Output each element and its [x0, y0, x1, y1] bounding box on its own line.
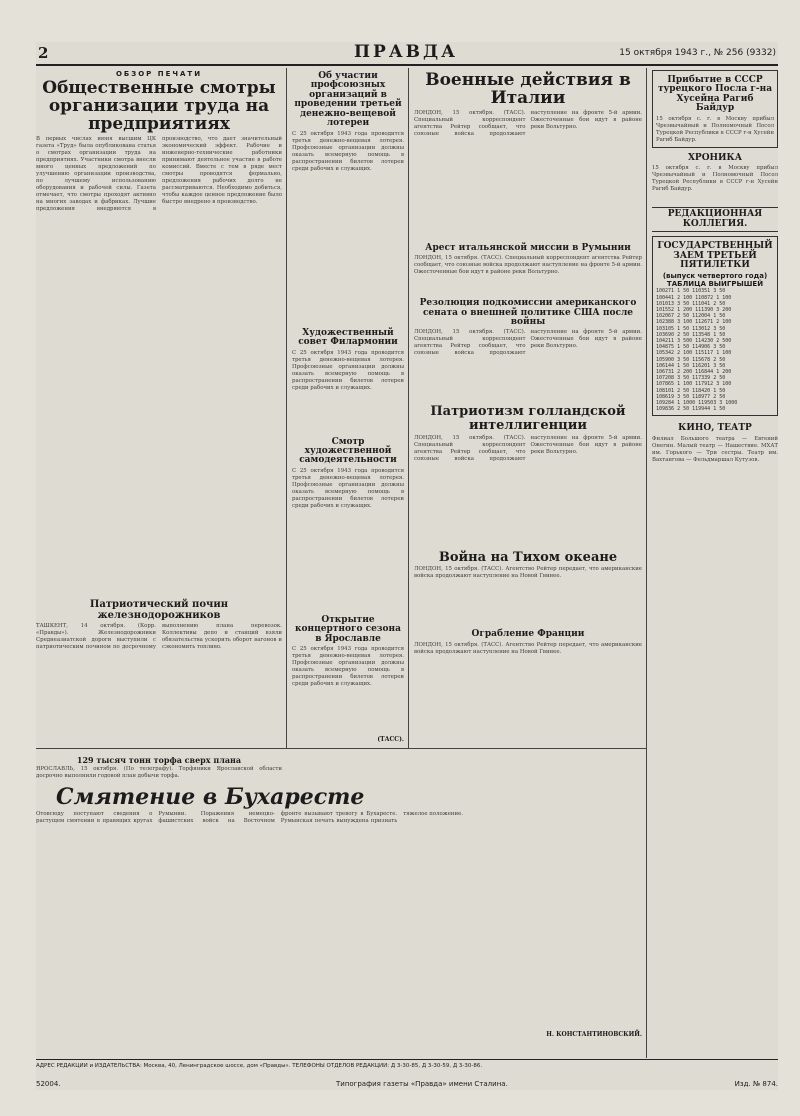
section-rule: [36, 748, 646, 749]
issue-number: 52004.: [36, 1080, 61, 1088]
loan-table-row: 103105 1 50 113012 3 50: [656, 325, 726, 332]
section-headline: Война на Тихом океане: [438, 549, 618, 565]
loan-table-row: 102067 2 50 112004 1 50: [656, 313, 726, 320]
article-body: ЛОНДОН, 15 октября. (ТАСС). Специальный корреспондент агентства Рейтер сообщает, что союзные войска продолжают наступление на фронте 5-й армии. Ожесточенные бои идут в районе реки Вольтурно.: [414, 329, 642, 357]
article-body: С 25 октября 1943 года проводится третья денежно-вещевая лотерея. Профсоюзные организации должны оказать всемерную помощь в распространении билетов лотереи среди рабочих и служащих.: [292, 130, 404, 172]
section-headline: Арест итальянской миссии в Румынии: [425, 242, 631, 253]
lottery-column: [292, 70, 404, 746]
article-body: Отовсюду поступают сведения о растущем смятении в правящих кругах Румынии. Поражения немецко-фашистских войск на Восточном фронте вызывают тревогу в Бухаресте. Румынская печать вынуждена признать тяжелое положение.: [36, 811, 464, 825]
paper-title: ПРАВДА: [353, 42, 458, 62]
rubric: ОБЗОР ПЕЧАТИ: [115, 70, 203, 78]
author-signature: Н. КОНСТАНТИНОВСКИЙ.: [546, 1031, 642, 1039]
article-headline: Общественные смотры организации труда на предприятиях: [42, 78, 276, 134]
loan-table-row: 109836 2 50 119944 1 50: [656, 406, 726, 413]
article-headline: 129 тысяч тонн торфа сверх плана: [76, 755, 242, 765]
loan-table-row: 101013 3 50 111041 2 50: [656, 300, 726, 307]
article-body: ЛОНДОН, 15 октября. (ТАСС). Агентство Рейтер передает, что американские войска продолжают наступление на Новой Гвинее.: [414, 566, 642, 580]
article-body: ЛОНДОН, 15 октября. (ТАСС). Специальный корреспондент агентства Рейтер сообщает, что союзные войска продолжают наступление на фронте 5-й армии. Ожесточенные бои идут в районе реки Вольтурно.: [414, 434, 642, 462]
page-number: 2: [38, 44, 49, 62]
article-headline: Патриотический почин железнодорожников: [89, 599, 229, 621]
section-headline: Смотр художественной самодеятельности: [299, 436, 397, 466]
loan-table-row: 103690 2 50 113548 1 50: [656, 331, 726, 338]
loan-table-row: 104875 1 50 114906 3 50: [656, 344, 726, 351]
loan-caption: ТАБЛИЦА ВЫИГРЫШЕЙ: [666, 280, 764, 289]
press-review-article: [36, 70, 282, 590]
loan-table-row: 104211 3 500 114230 2 500: [656, 338, 732, 344]
loan-table-row: 108101 2 50 118420 1 50: [656, 387, 726, 394]
article-body: С 25 октября 1943 года проводится третья денежно-вещевая лотерея. Профсоюзные организации должны оказать всемерную помощь в распространении билетов лотереи среди рабочих и служащих.: [292, 349, 404, 391]
masthead: [36, 42, 778, 66]
printer-name: Типография газеты «Правда» имени Сталина.: [336, 1080, 508, 1088]
section-headline: Художественный совет Филармонии: [298, 327, 398, 348]
railway-article: [36, 598, 282, 746]
issue-dateline: 15 октября 1943 г., № 256 (9332): [619, 48, 776, 58]
ambassador-box: [652, 70, 778, 148]
loan-table-row: 105342 2 100 115117 1 100: [656, 350, 732, 357]
loan-table-row: 100441 2 100 110872 1 100: [656, 294, 732, 301]
loan-subtitle: (выпуск четвертого года): [662, 272, 768, 281]
article-body: В первых числах июня высшим ЦК газета «Труд» была опубликована статья о смотрах организации труда на предприятиях. Участники смотра внесли много ценных предложений по улучшению организации производства, по лучшему использованию оборудования и рабочей силы. Газета отмечает, что смотры проходят активно на многих заводах и фабриках. Лучшие предложения внедряются в производство, что дает значительный экономический эффект. Рабочие и инженерно-технические работники принимают деятельное участие в работе комиссий. Вместе с тем в ряде мест смотры проводятся формально, предложения рабочих долго не рассматриваются. Необходимо добиться, чтобы каждое ценное предложение было быстро внедрено в производство.: [36, 135, 282, 212]
section-headline: Ограбление Франции: [471, 629, 585, 640]
loan-table-row: 100271 1 50 110351 3 50: [656, 288, 726, 295]
article-body: 15 октября с. г. в Москву прибыл Чрезвычайный и Полномочный Посол Турецкой Республики в СССР г-н Хусейн Рагиб Байдур.: [652, 165, 778, 193]
loan-table-row: 107208 3 50 117339 2 50: [656, 375, 726, 382]
section-headline: Резолюция подкомиссии американского сената о внешней политике США после войны: [419, 298, 637, 327]
loan-table-row: 107865 1 100 117912 3 100: [656, 381, 732, 388]
loan-table-row: 102388 3 100 112671 2 100: [656, 319, 732, 326]
loan-table-row: 101552 1 200 111390 3 200: [656, 306, 732, 313]
loan-table-box: [652, 236, 778, 416]
signoff: (ТАСС).: [377, 736, 404, 744]
article-headline: Военные действия в Италии: [425, 70, 631, 108]
article-headline: Об участии профсоюзных организаций в проведении третьей денежно-вещевой лотереи: [294, 71, 402, 129]
column-rule: [408, 68, 409, 748]
loan-table-row: 106731 2 200 116844 1 200: [656, 369, 732, 376]
loan-table-row: 105900 3 50 115678 2 50: [656, 356, 726, 363]
loan-title: ГОСУДАРСТВЕННЫЙ ЗАЕМ ТРЕТЬЕЙ ПЯТИЛЕТКИ: [657, 241, 773, 270]
article-body: С 25 октября 1943 года проводится третья денежно-вещевая лотерея. Профсоюзные организации должны оказать всемерную помощь в распространении билетов лотереи среди рабочих и служащих.: [292, 646, 404, 688]
order-number: Изд. № 874.: [734, 1080, 778, 1088]
page-footer: [36, 1059, 778, 1090]
article-body: ЛОНДОН, 15 октября. (ТАСС). Специальный корреспондент агентства Рейтер сообщает, что союзные войска продолжают наступление на фронте 5-й армии. Ожесточенные бои идут в районе реки Вольтурно.: [414, 109, 642, 137]
bucharest-article: [36, 784, 642, 1054]
editorial-board: РЕДАКЦИОННАЯ КОЛЛЕГИЯ.: [652, 207, 778, 232]
column-rule: [646, 68, 647, 1058]
loan-table-row: 108619 3 50 118977 2 50: [656, 393, 726, 400]
theatre-heading: КИНО, ТЕАТР: [678, 423, 752, 434]
newspaper-page: [36, 42, 778, 1090]
article-body: 15 октября с. г. в Москву прибыл Чрезвычайный и Полномочный Посол Турецкой Республики в СССР г-н Хусейн Рагиб Байдур.: [656, 115, 774, 143]
loan-table-row: 106144 1 50 116201 3 50: [656, 362, 726, 369]
column-rule: [286, 68, 287, 748]
article-body: С 25 октября 1943 года проводится третья денежно-вещевая лотерея. Профсоюзные организации должны оказать всемерную помощь в распространении билетов лотереи среди рабочих и служащих.: [292, 467, 404, 509]
article-headline: Смятение в Бухаресте: [56, 784, 365, 810]
article-body: ТАШКЕНТ, 14 октября. (Корр. «Правды»). Железнодорожники Среднеазиатской дороги выступили с патриотическим почином по досрочному выполнению плана перевозок. Коллективы депо и станций взяли обязательства ускорить оборот вагонов и сэкономить топливо.: [36, 623, 282, 650]
section-headline: Открытие концертного сезона в Ярославле: [295, 614, 401, 644]
chronicle-heading: ХРОНИКА: [687, 152, 743, 163]
theatre-listing: Филиал Большого театра — Евгений Онегин. Малый театр — Нашествие. МХАТ им. Горького — Три сестры. Театр им. Вахтангова — Фельдмаршал Кутузов.: [652, 435, 778, 463]
right-column: [652, 70, 778, 1086]
section-headline: Патриотизм голландской интеллигенции: [430, 404, 626, 434]
loan-table: [656, 288, 774, 412]
editorial-address: АДРЕС РЕДАКЦИИ и ИЗДАТЕЛЬСТВА: Москва, 40, Ленинградское шоссе, дом «Правды». ТЕЛЕФОНЫ ОТДЕЛОВ РЕДАКЦИИ: Д 3-30-85, Д 3-30-59, Д 3-30-86.: [36, 1063, 483, 1069]
peat-article: [36, 754, 282, 780]
loan-table-row: 109284 1 1000 119503 3 1000: [656, 400, 738, 407]
article-headline: Прибытие в СССР турецкого Посла г-на Хусейна Рагиб Байдур: [657, 75, 773, 114]
article-body: ЯРОСЛАВЛЬ, 15 октября. (По телеграфу). Торфяники Ярославской области досрочно выполнили годовой план добычи торфа.: [36, 766, 282, 780]
article-body: ЛОНДОН, 15 октября. (ТАСС). Агентство Рейтер передает, что американские войска продолжают наступление на Новой Гвинее.: [414, 641, 642, 655]
article-body: ЛОНДОН, 15 октября. (ТАСС). Специальный корреспондент агентства Рейтер сообщает, что союзные войска продолжают наступление на фронте 5-й армии. Ожесточенные бои идут в районе реки Вольтурно.: [414, 255, 642, 276]
war-news-column: [414, 70, 642, 746]
